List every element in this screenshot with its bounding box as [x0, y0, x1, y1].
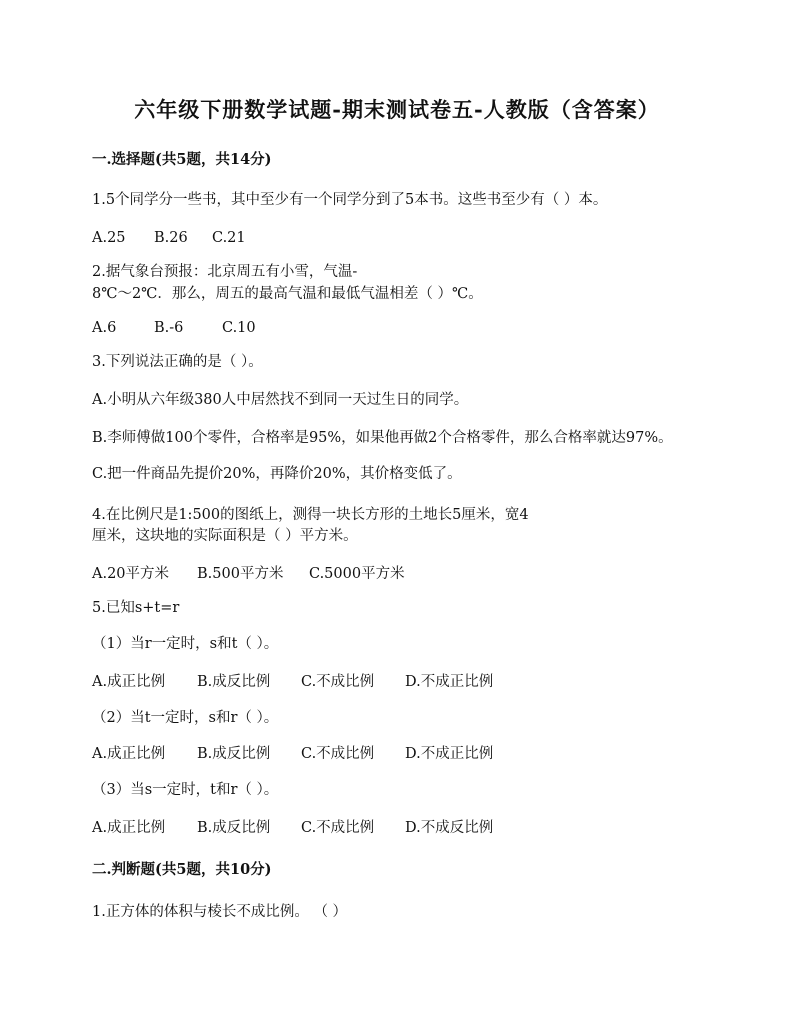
option-c: C.不成比例 — [301, 820, 375, 836]
option-c: C.不成比例 — [301, 746, 375, 762]
option-d: D.不成正比例 — [405, 674, 494, 690]
page-title: 六年级下册数学试题-期末测试卷五-人教版（含答案） — [134, 97, 660, 122]
option-b: B.成反比例 — [197, 746, 271, 762]
question-1-options — [92, 228, 246, 248]
question-3-option-b: B.李师傅做100个零件，合格率是95%，如果他再做2个合格零件，那么合格率就达97%。 — [92, 430, 673, 446]
option-c: C.10 — [222, 320, 256, 336]
question-5-sub-3: （3）当s一定时，t和r（ ）。 — [92, 782, 279, 798]
option-a: A.成正比例 — [92, 820, 166, 836]
option-c: C.5000平方米 — [309, 566, 405, 582]
section-heading-choice: 一.选择题(共5题，共14分) — [92, 151, 272, 168]
option-d: D.不成正比例 — [405, 746, 494, 762]
question-5-sub-2-options — [92, 744, 493, 764]
question-3-stem: 3.下列说法正确的是（ ）。 — [92, 354, 263, 370]
question-2-stem-line1: 2.据气象台预报：北京周五有小雪，气温- — [92, 264, 358, 280]
question-1-stem: 1.5个同学分一些书，其中至少有一个同学分到了5本书。这些书至少有（ ）本。 — [92, 192, 608, 208]
option-a: A.6 — [92, 320, 117, 336]
option-d: D.不成反比例 — [405, 820, 494, 836]
question-4-options — [92, 564, 405, 584]
option-a: A.成正比例 — [92, 746, 166, 762]
question-3-option-a: A.小明从六年级380人中居然找不到同一天过生日的同学。 — [92, 392, 469, 408]
question-5-sub-3-options — [92, 818, 493, 838]
judgement-1: 1.正方体的体积与棱长不成比例。 （ ） — [92, 904, 348, 920]
question-2-options — [92, 318, 256, 338]
option-b: B.-6 — [154, 320, 184, 336]
option-c: C.不成比例 — [301, 674, 375, 690]
question-3-option-c: C.把一件商品先提价20%，再降价20%，其价格变低了。 — [92, 466, 462, 482]
option-b: B.成反比例 — [197, 674, 271, 690]
question-5-sub-1: （1）当r一定时，s和t（ ）。 — [92, 636, 279, 652]
question-5-stem: 5.已知s+t=r — [92, 600, 180, 616]
option-b: B.成反比例 — [197, 820, 271, 836]
question-5-sub-2: （2）当t一定时，s和r（ ）。 — [92, 710, 279, 726]
question-2-stem-line2: 8℃～2℃．那么，周五的最高气温和最低气温相差（ ）℃。 — [92, 286, 483, 302]
option-b: B.500平方米 — [197, 566, 284, 582]
option-b: B.26 — [154, 230, 188, 246]
option-c: C.21 — [212, 230, 246, 246]
option-a: A.成正比例 — [92, 674, 166, 690]
question-5-sub-1-options — [92, 672, 493, 692]
question-4-stem-line2: 厘米，这块地的实际面积是（ ）平方米。 — [92, 528, 358, 544]
question-4-stem-line1: 4.在比例尺是1:500的图纸上，测得一块长方形的土地长5厘米，宽4 — [92, 507, 529, 523]
section-heading-judgement: 二.判断题(共5题，共10分) — [92, 861, 272, 878]
option-a: A.25 — [92, 230, 126, 246]
option-a: A.20平方米 — [92, 566, 170, 582]
